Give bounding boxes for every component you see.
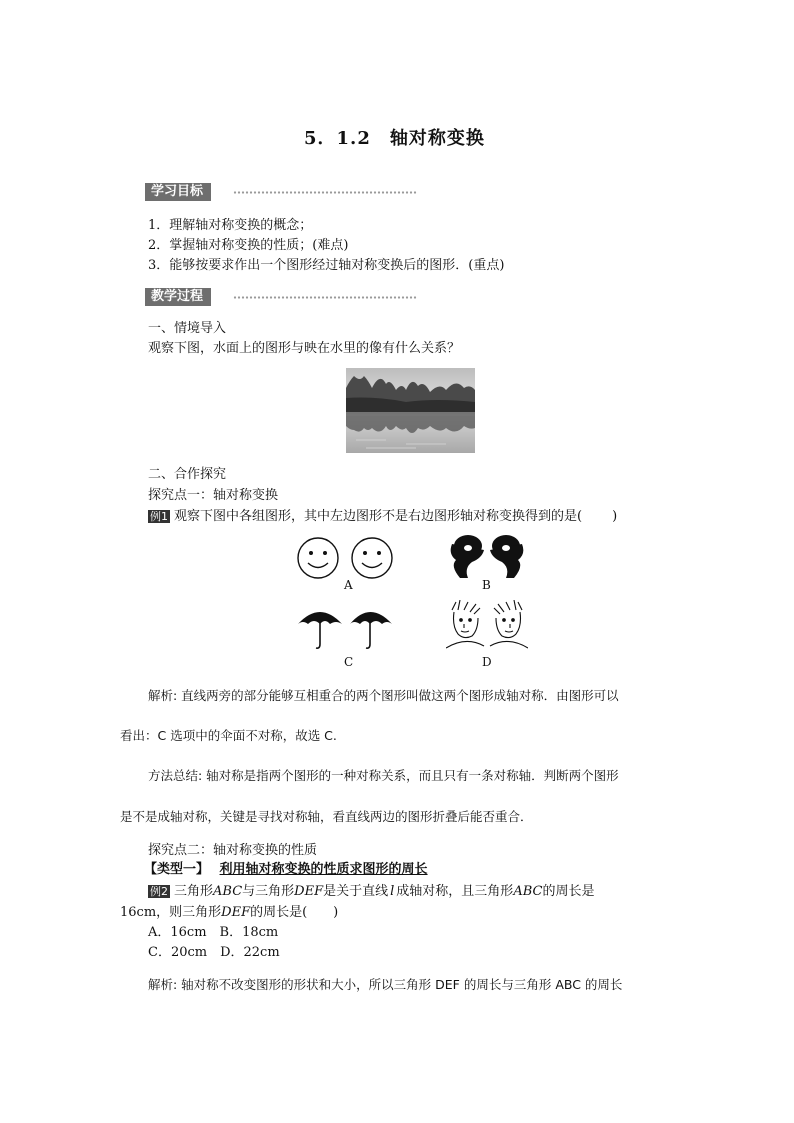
exploration-point-2: 探究点二：轴对称变换的性质: [148, 843, 318, 858]
section-label-objectives: 学习目标: [145, 183, 211, 201]
variable-def: DEF: [221, 905, 251, 920]
analysis-1-line-1: 解析: 直线两旁的部分能够互相重合的两个图形叫做这两个图形成轴对称．由图形可以: [148, 688, 619, 703]
analysis-2-line-1: 解析: 轴对称不改变图形的形状和大小，所以三角形 DEF 的周长与三角形 ABC 的周长: [148, 977, 623, 992]
figure-label-b: B: [482, 578, 491, 592]
part2-heading: 二、合作探究: [148, 467, 227, 482]
section-header-process: [145, 288, 417, 306]
example-2-text: 的周长是(: [250, 905, 308, 920]
figure-label-c: C: [344, 655, 354, 669]
figure-label-a: A: [344, 578, 353, 592]
example-1-question: [148, 508, 617, 526]
example-2-text: 16cm，则三角形: [120, 905, 222, 920]
example-badge: 例1: [150, 510, 168, 523]
exploration-point-1: 探究点一：轴对称变换: [148, 488, 279, 503]
example-1-close: ): [612, 509, 618, 524]
example-2-close: ): [333, 905, 339, 920]
figure-c-umbrellas: [296, 604, 396, 652]
figure-a-smileys: [296, 536, 396, 580]
example-2-text: 是关于直线: [323, 884, 389, 899]
objective-item: 1．理解轴对称变换的概念；: [148, 218, 313, 233]
figure-d-faces: [446, 600, 528, 652]
dotted-rule: [233, 296, 417, 299]
umbrella-icon: [296, 604, 396, 652]
variable-abc: ABC: [213, 884, 243, 899]
section-header-objectives: [145, 183, 417, 201]
example-2-text: 成轴对称，且三角形: [396, 884, 514, 899]
example-2-text: 的周长是: [542, 884, 595, 899]
example-1-text: 观察下图中各组图形，其中左边图形不是右边图形轴对称变换得到的是(: [174, 509, 583, 524]
variable-l: l: [390, 884, 395, 899]
example-2-choices-cd: C．20cm D．22cm: [148, 945, 280, 960]
smiley-faces-icon: [296, 536, 396, 580]
landscape-reflection-image: [346, 368, 475, 453]
part1-heading: 一、情境导入: [148, 321, 227, 336]
variable-def: DEF: [294, 884, 324, 899]
example-2-text: 与三角形: [242, 884, 295, 899]
example-2-text: 三角形: [174, 884, 214, 899]
objective-item: 2．掌握轴对称变换的性质；(难点): [148, 238, 349, 253]
type-1-bracket: 【类型一】: [144, 862, 210, 877]
section-label-process: 教学过程: [145, 288, 211, 306]
analysis-1-line-2: 看出：C 选项中的伞面不对称，故选 C.: [120, 728, 337, 743]
figure-b-shapes: [446, 534, 528, 580]
variable-abc: ABC: [513, 884, 543, 899]
type-1-heading: [144, 861, 428, 879]
example-2-line-1: [148, 883, 594, 901]
method-summary-line-1: 方法总结: 轴对称是指两个图形的一种对称关系，而且只有一条对称轴．判断两个图形: [148, 768, 619, 783]
method-summary-line-2: 是不是成轴对称，关键是寻找对称轴，看直线两边的图形折叠后能否重合．: [120, 809, 533, 824]
landscape-reflection-photo: [346, 368, 475, 453]
part1-question: 观察下图，水面上的图形与映在水里的像有什么关系？: [148, 341, 461, 356]
page-title: 5．1.2 轴对称变换: [304, 128, 485, 149]
objective-item: 3．能够按要求作出一个图形经过轴对称变换后的图形．(重点): [148, 258, 505, 273]
example-2-choices-ab: A．16cm B．18cm: [148, 925, 279, 940]
spiky-face-icon: [446, 600, 528, 652]
example-2-line-2: [120, 904, 338, 922]
dotted-rule: [233, 191, 417, 194]
type-1-text: 利用轴对称变换的性质求图形的周长: [219, 862, 428, 877]
example-badge: 例2: [150, 885, 168, 898]
mirrored-shapes-icon: [446, 534, 528, 580]
figure-label-d: D: [482, 655, 492, 669]
